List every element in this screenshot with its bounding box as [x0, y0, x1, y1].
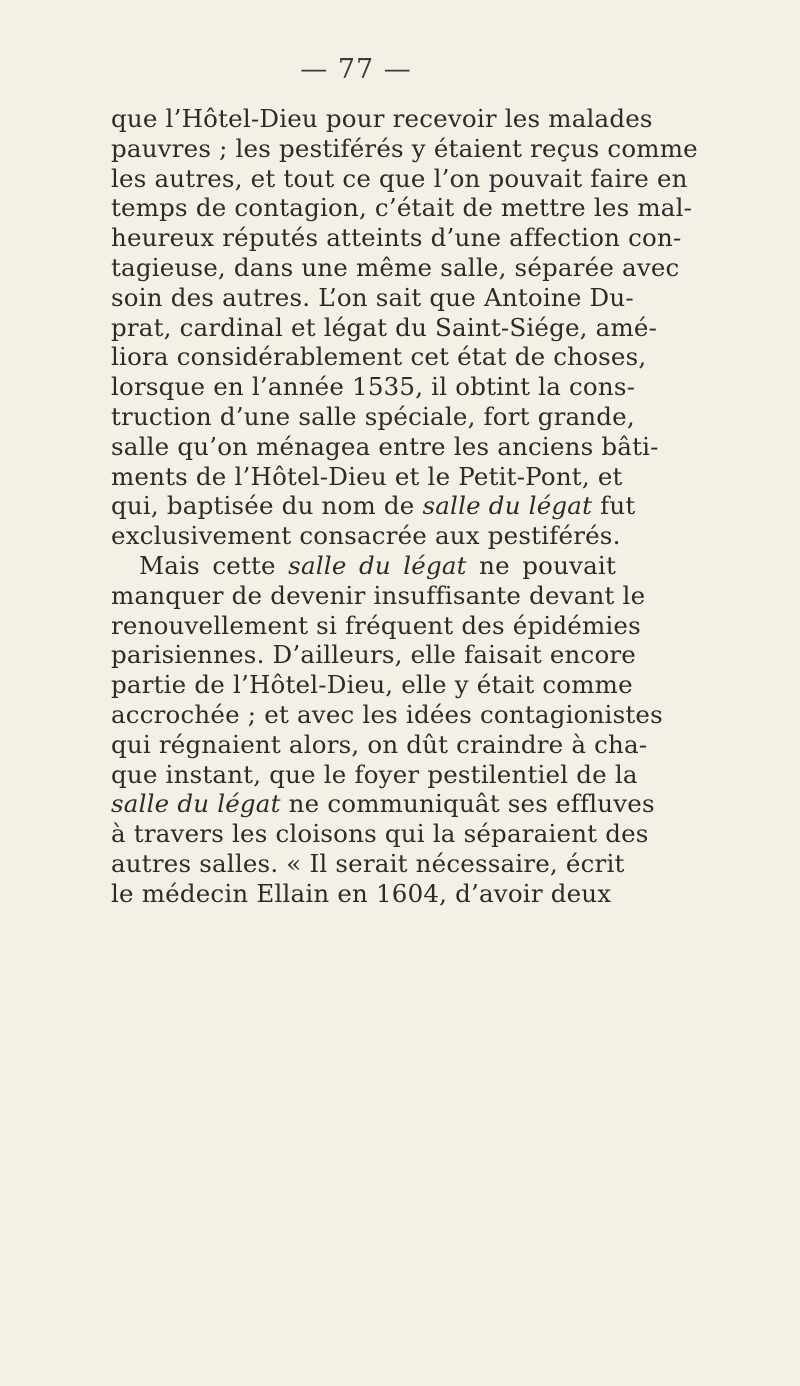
- text-line: renouvellement si fréquent des épidémies: [111, 610, 641, 640]
- text-line: qui, baptisée du nom de salle du légat fut: [111, 491, 636, 521]
- text-line: que l’Hôtel-Dieu pour recevoir les malades: [111, 104, 653, 133]
- text-line: les autres, et tout ce que l’on pouvait faire en: [111, 163, 688, 193]
- text-line: que instant, que le foyer pestilentiel de la: [111, 759, 638, 789]
- text-line: heureux réputés atteints d’une affection con-: [111, 223, 682, 253]
- body-text: [111, 104, 698, 909]
- italic-phrase: salle du légat: [288, 550, 467, 580]
- text-line: liora considérablement cet état de choses,: [111, 342, 647, 372]
- text-line: prat, cardinal et légat du Saint-Siége, amé-: [111, 312, 658, 342]
- text-line: temps de contagion, c’était de mettre les mal-: [111, 193, 693, 223]
- text-line: manquer de devenir insuffisante devant le: [111, 580, 646, 610]
- text-line: salle du légat ne communiquât ses effluves: [111, 789, 655, 819]
- text-line: Mais cette salle du légat ne pouvait: [139, 550, 616, 580]
- text-line: qui régnaient alors, on dût craindre à cha-: [111, 729, 648, 759]
- page-number: — 77 —: [300, 54, 412, 85]
- text-line: lorsque en l’année 1535, il obtint la cons-: [111, 372, 636, 402]
- text-line: le médecin Ellain en 1604, d’avoir deux: [111, 878, 612, 908]
- text-line: parisiennes. D’ailleurs, elle faisait encore: [111, 640, 637, 670]
- text-line: pauvres ; les pestiférés y étaient reçus comme: [111, 133, 698, 163]
- text-line: partie de l’Hôtel-Dieu, elle y était comme: [111, 670, 633, 700]
- text-line: soin des autres. L’on sait que Antoine Du-: [111, 282, 634, 312]
- text-line: accrochée ; et avec les idées contagionistes: [111, 699, 663, 729]
- italic-phrase: salle du légat: [422, 491, 593, 521]
- text-line: à travers les cloisons qui la séparaient des: [111, 819, 649, 849]
- text-line: autres salles. « Il serait nécessaire, écrit: [111, 848, 625, 878]
- text-line: salle qu’on ménagea entre les anciens bâti-: [111, 431, 659, 461]
- text-line: exclusivement consacrée aux pestiférés.: [111, 521, 621, 551]
- text-line: truction d’une salle spéciale, fort grande,: [111, 401, 635, 431]
- italic-phrase: salle du légat: [111, 789, 281, 819]
- text-line: ments de l’Hôtel-Dieu et le Petit-Pont, et: [111, 461, 623, 491]
- text-line: tagieuse, dans une même salle, séparée avec: [111, 252, 680, 282]
